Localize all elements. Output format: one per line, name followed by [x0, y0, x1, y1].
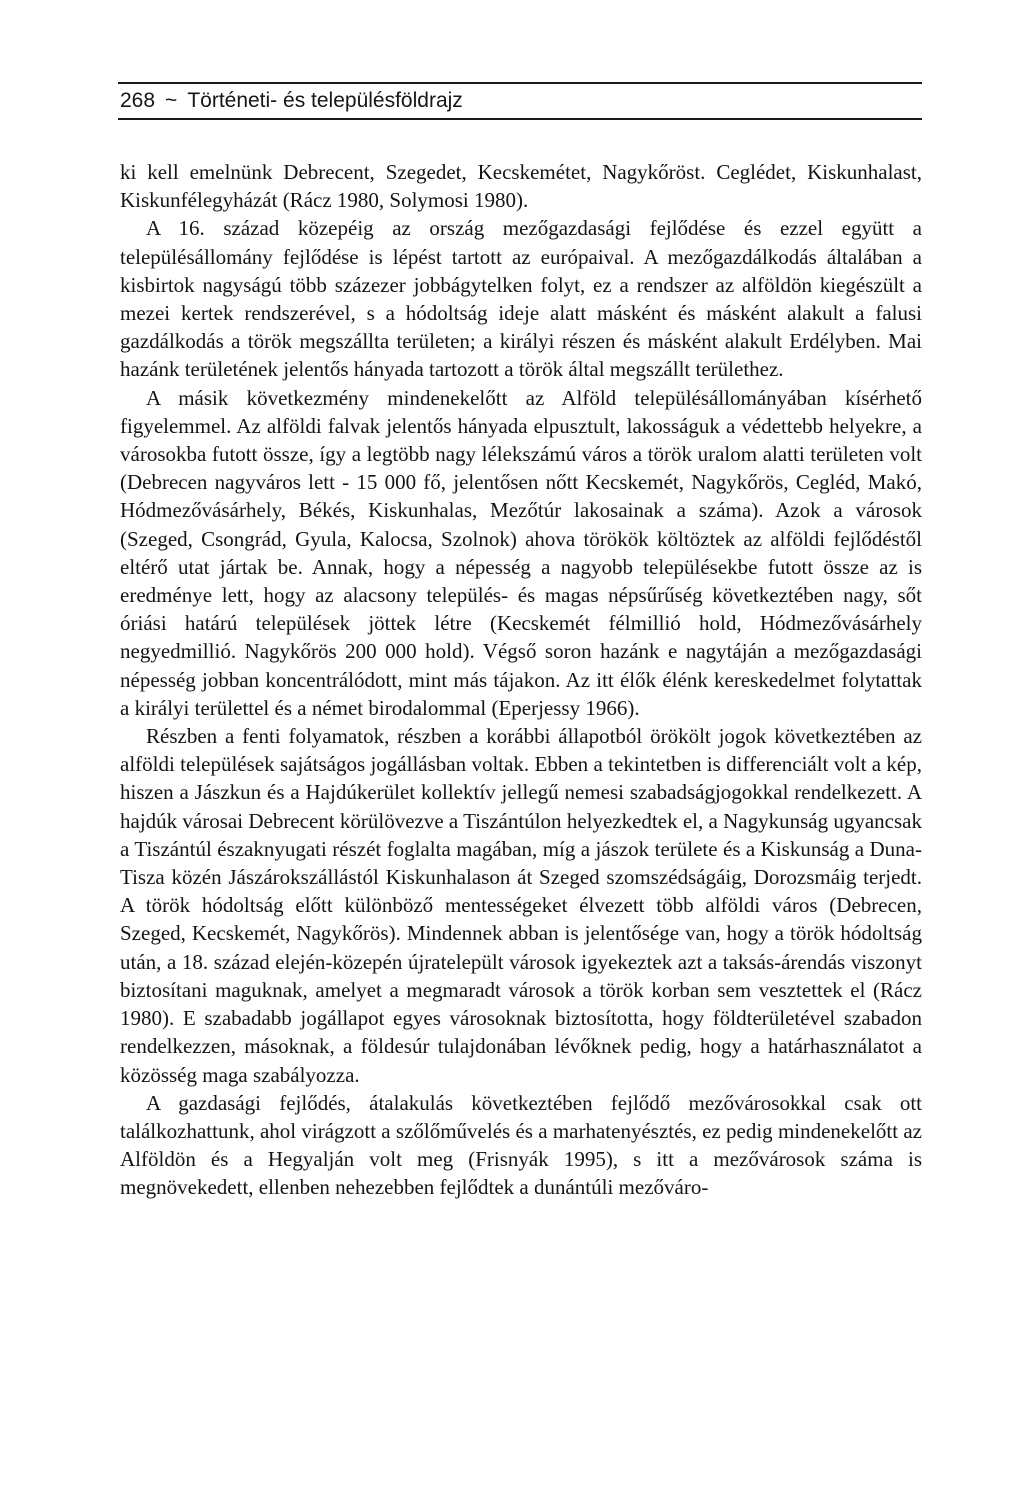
page-number: 268	[120, 89, 156, 112]
header-bottom-rule	[118, 118, 922, 120]
paragraph-2: A 16. század közepéig az ország mezőgazdasági fejlődése és ezzel együtt a településállomány fejlődése is lépést tartott az európaival. A mezőgazdálkodás általában a kisbirtok nagyságú több százezer jobbágytelken folyt, ez a rendszer az alföldön kiegészült a mezei kertek rendszerével, s a hódoltság ideje alatt másként és másként alakult a falusi gazdálkodás a török megszállta területen; a királyi részen és másként alakult Erdélyben. Mai hazánk területének jelentős hányada tartozott a török által megszállt területhez.	[120, 216, 922, 382]
page-header	[118, 70, 922, 120]
header-separator: ~	[165, 89, 178, 112]
page-body	[120, 158, 922, 1202]
header-top-rule	[118, 82, 922, 84]
paragraph-3: A másik következmény mindenekelőtt az Alföld településállományában kísérhető figyelemmel. Az alföldi falvak jelentős hányada elpusztult, lakosságuk a védettebb helyekre, a városokba futott össze, így a legtöbb nagy lélekszámú város a török uralom alatti területen volt (Debrecen nagyváros lett - 15 000 fő, jelentősen nőtt Kecskemét, Nagykőrös, Cegléd, Makó, Hódmezővásárhely, Békés, Kiskunhalas, Mezőtúr lakosainak a száma). Azok a városok (Szeged, Csongrád, Gyula, Kalocsa, Szolnok) ahova törökök költöztek az alföldi fejlődéstől eltérő utat jártak be. Annak, hogy a népesség a nagyobb településekbe futott össze az is eredménye lett, hogy az alacsony település- és magas népsűrűség következtében nagy, sőt óriási határú települések jöttek létre (Kecskemét félmillió hold, Hódmezővásárhely negyedmillió. Nagykőrös 200 000 hold). Végső soron hazánk e nagytáján a mezőgazdasági népesség jobban koncentrálódott, mint más tájakon. Az itt élők élénk kereskedelmet folytattak a királyi területtel és a német birodalommal (Eperjessy 1966).	[120, 385, 922, 720]
paragraph-1: ki kell emelnünk Debrecent, Szegedet, Kecskemétet, Nagykőröst. Ceglédet, Kiskunhalast, Kiskunfélegyházát (Rácz 1980, Solymosi 1980).	[120, 160, 922, 213]
paragraph-5: A gazdasági fejlődés, átalakulás következtében fejlődő mezővárosokkal csak ott találkozhattunk, ahol virágzott a szőlőművelés és a marhatenyésztés, ez pedig mindenekelőtt az Alföldön és a Hegyalján volt meg (Frisnyák 1995), s itt a mezővárosok száma is megnövekedett, ellenben nehezebben fejlődtek a dunántúli mezőváro-	[120, 1090, 922, 1200]
running-title: Történeti- és településföldrajz	[187, 89, 463, 112]
running-header	[120, 89, 463, 113]
paragraph-4: Részben a fenti folyamatok, részben a korábbi állapotból örökölt jogok következtében az alföldi települések sajátságos jogállásban voltak. Ebben a tekintetben is differenciált volt a kép, hiszen a Jászkun és a Hajdúkerület kollektív jellegű nemesi szabadságjogokkal rendelkezett. A hajdúk városai Debrecent körülövezve a Tiszántúlon helyezkedtek el, a Nagykunság ugyancsak a Tiszántúl északnyugati részét foglalta magában, míg a jászok területe és a Kiskunság a Duna-Tisza közén Jászárokszállástól Kiskunhalason át Szeged szomszédságáig, Dorozsmáig terjedt. A török hódoltság előtt különböző mentességeket élvezett több alföldi város (Debrecen, Szeged, Kecskemét, Nagykőrös). Mindennek abban is jelentősége van, hogy a török hódoltság után, a 18. század elején-közepén újratelepült városok igyekeztek azt a taksás-árendás viszonyt biztosítani maguknak, amelyet a megmaradt városok a török korban sem vesztettek el (Rácz 1980). E szabadabb jogállapot egyes városoknak biztosította, hogy földterületével szabadon rendelkezzen, másoknak, a földesúr tulajdonában lévőknek pedig, hogy a határhasználatot a közösség maga szabályozza.	[120, 724, 922, 1087]
